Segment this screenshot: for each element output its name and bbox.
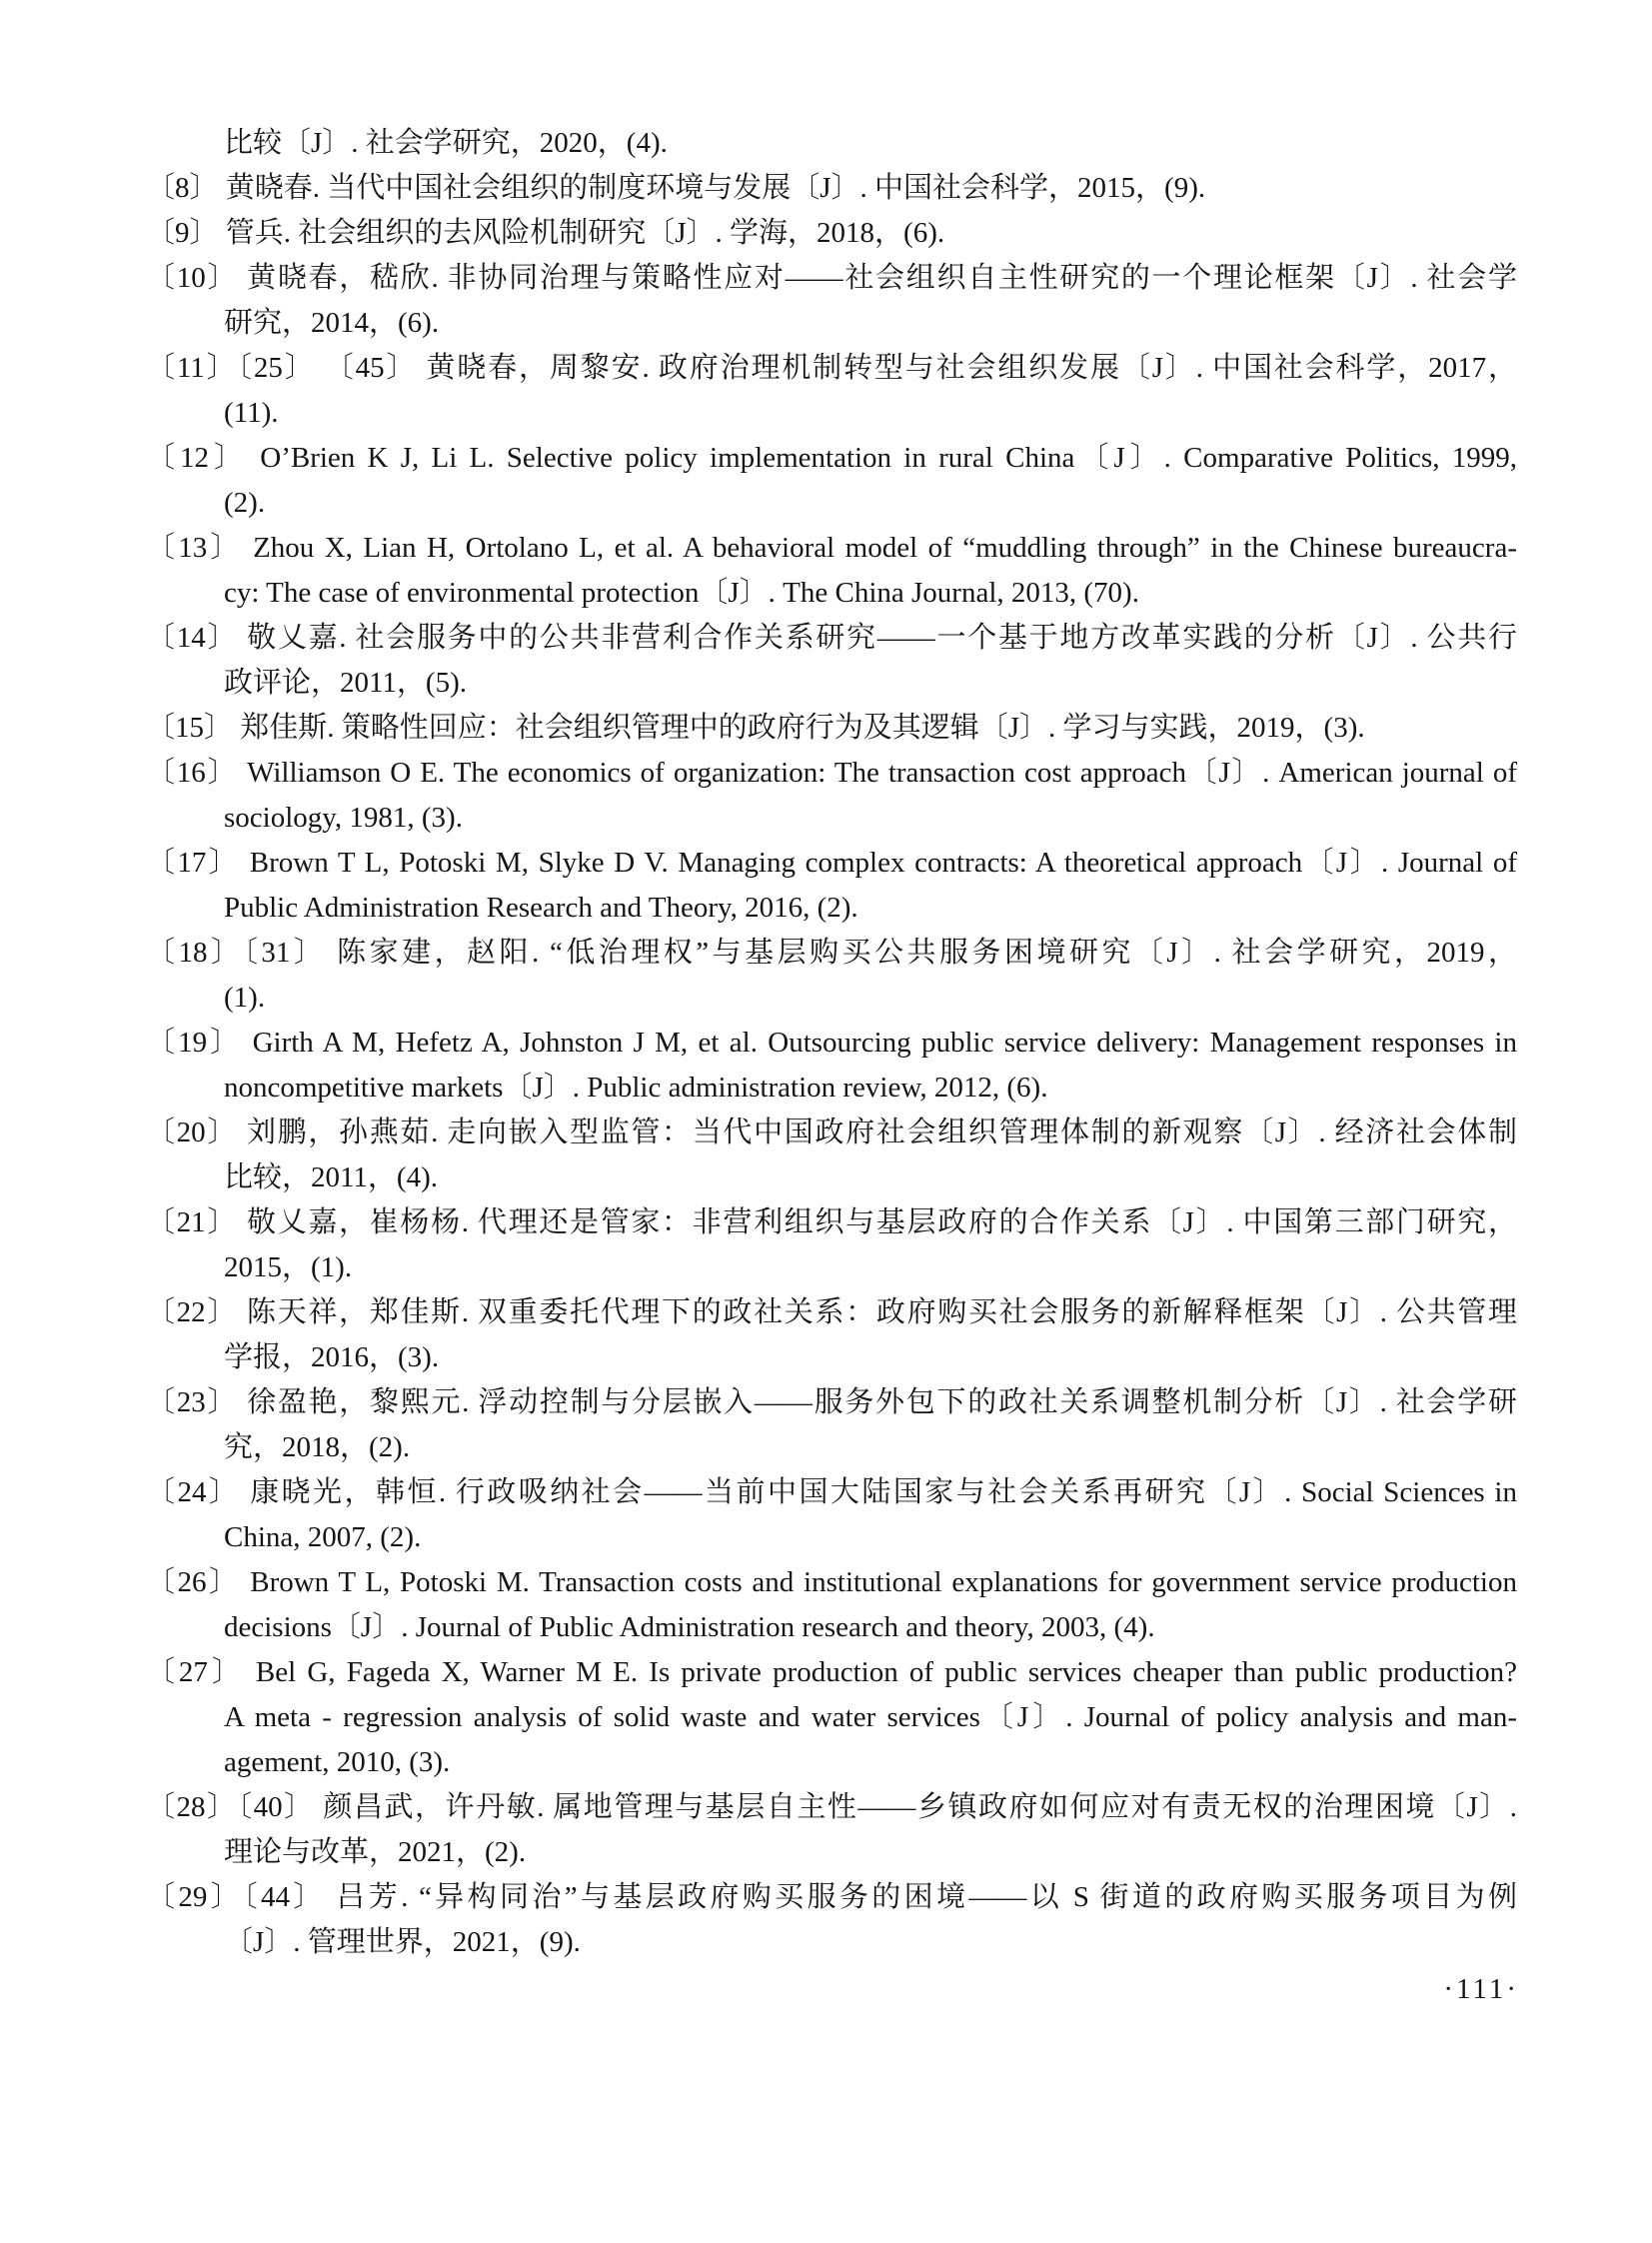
reference-line: 〔10〕 黄晓春，嵇欣. 非协同治理与策略性应对——社会组织自主性研究的一个理论框架〔J〕. 社会学 <box>146 262 1517 294</box>
reference-line: 学报，2016，(3). <box>224 1341 440 1373</box>
reference-line: sociology, 1981, (3). <box>224 802 463 834</box>
reference-item <box>146 931 1517 1021</box>
reference-line: 〔20〕 刘鹏，孙燕茹. 走向嵌入型监管：当代中国政府社会组织管理体制的新观察〔J〕. 经济社会体制 <box>146 1117 1517 1148</box>
reference-line: 〔24〕 康晓光，韩恒. 行政吸纳社会——当前中国大陆国家与社会关系再研究〔J〕. Social Sciences in <box>146 1476 1517 1508</box>
reference-item <box>146 1560 1517 1650</box>
reference-item <box>146 166 1517 211</box>
reference-item <box>146 616 1517 706</box>
reference-line: 政评论，2011，(5). <box>224 667 467 699</box>
reference-line: 研究，2014，(6). <box>224 307 440 339</box>
reference-line: 〔11〕〔25〕 〔45〕 黄晓春，周黎安. 政府治理机制转型与社会组织发展〔J〕. 中国社会科学，2017， <box>146 352 1517 384</box>
reference-item <box>146 346 1517 436</box>
reference-line: 比较，2011，(4). <box>224 1161 438 1193</box>
reference-item <box>146 1785 1517 1875</box>
reference-item <box>146 1650 1517 1785</box>
reference-item <box>146 526 1517 616</box>
reference-item <box>146 256 1517 346</box>
reference-line: cy: The case of environmental protection〔J〕. The China Journal, 2013, (70). <box>224 577 1139 609</box>
reference-line: 〔17〕 Brown T L, Potoski M, Slyke D V. Managing complex contracts: A theoretical approach〔J〕. Journal of <box>146 847 1517 879</box>
reference-line: China, 2007, (2). <box>224 1521 422 1553</box>
reference-line: 〔29〕〔44〕 吕芳. “异构同治”与基层政府购买服务的困境——以 S 街道的政府购买服务项目为例 <box>146 1881 1517 1913</box>
reference-line: 〔27〕 Bel G, Fageda X, Warner M E. Is private production of public services cheaper than public production? <box>146 1656 1517 1688</box>
reference-line: 理论与改革，2021，(2). <box>224 1836 527 1868</box>
reference-line: 〔8〕 黄晓春. 当代中国社会组织的制度环境与发展〔J〕. 中国社会科学，2015，(9). <box>146 172 1206 204</box>
reference-item <box>146 1200 1517 1290</box>
references-list <box>146 121 1517 1965</box>
reference-line: 〔14〕 敬乂嘉. 社会服务中的公共非营利合作关系研究——一个基于地方改革实践的分析〔J〕. 公共行 <box>146 622 1517 654</box>
reference-item <box>146 841 1517 931</box>
reference-line: A meta - regression analysis of solid waste and water services〔J〕. Journal of policy analysis and man- <box>224 1701 1517 1733</box>
reference-line: 〔9〕 管兵. 社会组织的去风险机制研究〔J〕. 学海，2018，(6). <box>146 217 945 249</box>
reference-line: decisions〔J〕. Journal of Public Administration research and theory, 2003, (4). <box>224 1611 1155 1643</box>
reference-item <box>146 436 1517 526</box>
reference-item <box>146 1470 1517 1560</box>
reference-continuation-line: 比较〔J〕. 社会学研究，2020，(4). <box>224 127 668 159</box>
reference-item <box>146 1290 1517 1380</box>
reference-line: 〔18〕〔31〕 陈家建，赵阳. “低治理权”与基层购买公共服务困境研究〔J〕. 社会学研究，2019， <box>146 937 1517 969</box>
reference-line: 2015，(1). <box>224 1251 353 1283</box>
reference-line: 〔12〕 O’Brien K J, Li L. Selective policy implementation in rural China〔J〕. Comparative Politics, 1999, <box>146 442 1517 474</box>
reference-item <box>146 1875 1517 1965</box>
reference-item <box>146 706 1517 751</box>
reference-item <box>146 211 1517 256</box>
reference-line: 〔21〕 敬乂嘉，崔杨杨. 代理还是管家：非营利组织与基层政府的合作关系〔J〕. 中国第三部门研究， <box>146 1206 1517 1238</box>
reference-line: 〔23〕 徐盈艳，黎熙元. 浮动控制与分层嵌入——服务外包下的政社关系调整机制分析〔J〕. 社会学研 <box>146 1386 1517 1418</box>
reference-line: Public Administration Research and Theory, 2016, (2). <box>224 892 858 924</box>
reference-line: 〔15〕 郑佳斯. 策略性回应：社会组织管理中的政府行为及其逻辑〔J〕. 学习与实践，2019，(3). <box>146 712 1365 744</box>
reference-line: 〔13〕 Zhou X, Lian H, Ortolano L, et al. A behavioral model of “muddling through” in the Chinese bureaucra- <box>146 532 1517 564</box>
reference-line: 〔19〕 Girth A M, Hefetz A, Johnston J M, et al. Outsourcing public service delivery: Management responses in <box>146 1027 1517 1059</box>
reference-item <box>146 1111 1517 1200</box>
reference-line: 〔22〕 陈天祥，郑佳斯. 双重委托代理下的政社关系：政府购买社会服务的新解释框架〔J〕. 公共管理 <box>146 1296 1517 1328</box>
reference-line: (2). <box>224 487 266 519</box>
reference-item <box>146 1021 1517 1111</box>
reference-line: 〔26〕 Brown T L, Potoski M. Transaction costs and institutional explanations for government service production <box>146 1566 1517 1598</box>
reference-line: 〔28〕〔40〕 颜昌武，许丹敏. 属地管理与基层自主性——乡镇政府如何应对有责无权的治理困境〔J〕. <box>146 1791 1517 1823</box>
reference-line: 究，2018，(2). <box>224 1431 411 1463</box>
reference-line: (1). <box>224 982 266 1014</box>
reference-item <box>146 751 1517 841</box>
reference-line: (11). <box>224 397 279 429</box>
reference-item <box>146 1380 1517 1470</box>
reference-line: noncompetitive markets〔J〕. Public administration review, 2012, (6). <box>224 1072 1048 1104</box>
reference-line: 〔16〕 Williamson O E. The economics of organization: The transaction cost approach〔J〕. American journal of <box>146 757 1517 789</box>
page-number: ·111· <box>1443 1973 1519 2005</box>
reference-line: 〔J〕. 管理世界，2021，(9). <box>224 1926 581 1958</box>
reference-line: agement, 2010, (3). <box>224 1746 451 1778</box>
